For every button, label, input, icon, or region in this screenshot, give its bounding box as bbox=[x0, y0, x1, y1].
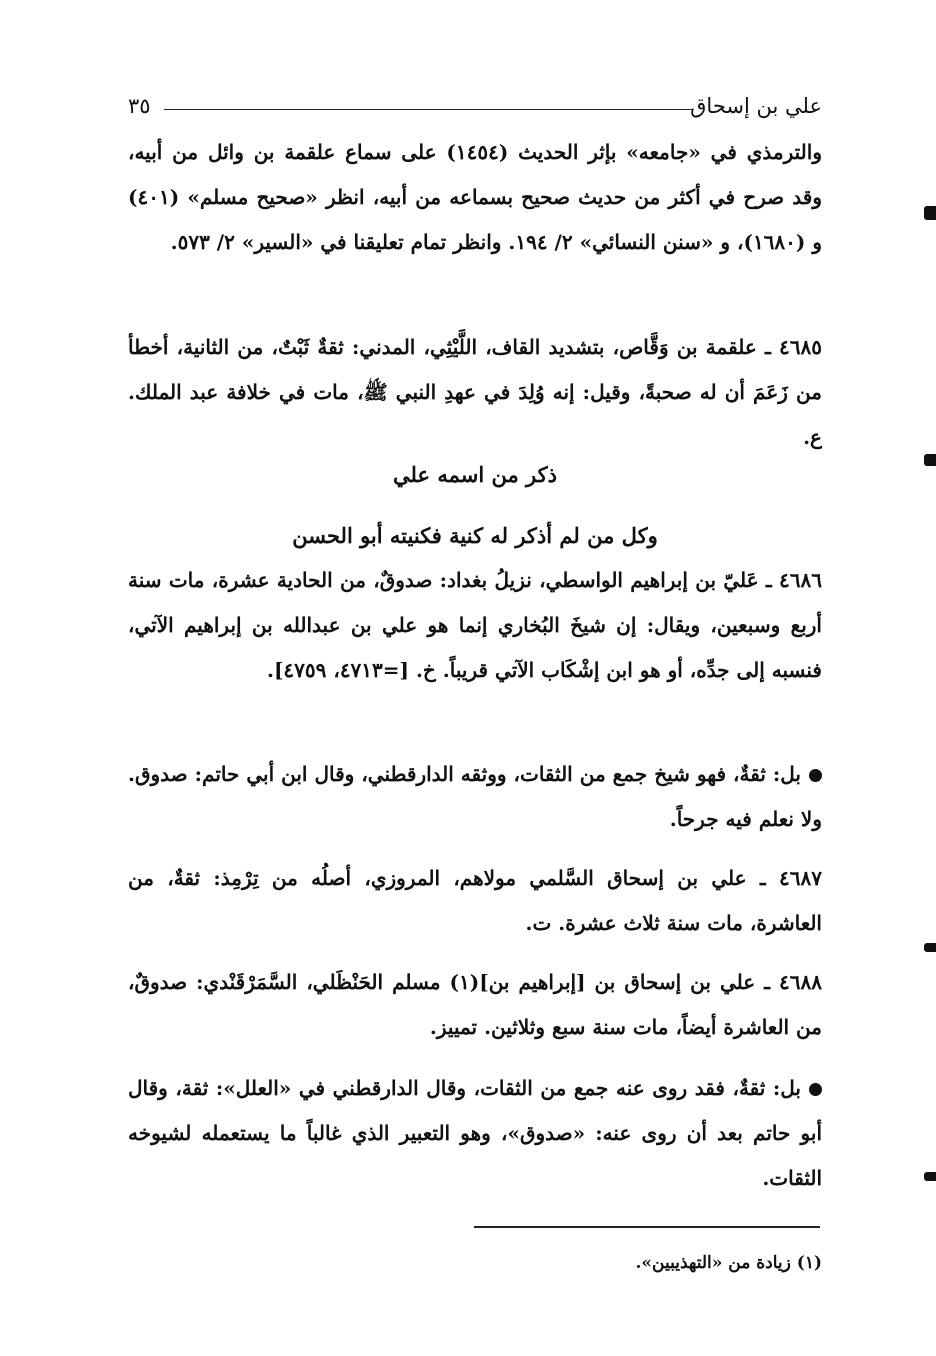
entry-4685: ٤٦٨٥ ـ علقمة بن وَقَّاص، بتشديد القاف، اللَّيْثِي، المدني: ثقةٌ ثَبْتٌ، من الثانية، أخطأ من زَعَمَ أن له صحبةً، وقيل: إنه وُلِدَ في عهدِ النبي ﷺ، مات في خلافة عبد الملك. ع. bbox=[128, 335, 822, 449]
paragraph-intro: والترمذي في «جامعه» بإثر الحديث (١٤٥٤) على سماع علقمة بن وائل من أبيه، وقد صرح في أكثر من حديث صحيح بسماعه من أبيه، انظر «صحيح مسلم» (٤٠١) و (١٦٨٠)، و «سنن النسائي» ٢/ ١٩٤. وانظر تمام تعليقنا في «السير» ٢/ ٥٧٣. bbox=[128, 140, 822, 254]
page-edge-mark bbox=[924, 943, 936, 952]
page-edge-mark bbox=[924, 1172, 936, 1181]
running-head-title: علي بن إسحاق bbox=[690, 94, 822, 118]
bullet-icon bbox=[809, 1083, 822, 1096]
note-4686-text: بل: ثقةٌ، فهو شيخ جمع من الثقات، ووثقه الدارقطني، وقال ابن أبي حاتم: صدوق. ولا نعلم فيه جرحاً. bbox=[128, 762, 822, 831]
note-4688 bbox=[128, 1066, 822, 1201]
page-edge-mark bbox=[924, 454, 936, 466]
entry-4687: ٤٦٨٧ ـ علي بن إسحاق السَّلمي مولاهم، المروزي، أصلُه من تِرْمِذ: ثقةٌ، من العاشرة، مات سنة ثلاث عشرة. ت. bbox=[128, 866, 822, 935]
bullet-icon bbox=[809, 769, 822, 782]
footnote-1: (١) زيادة من «التهذيبين». bbox=[635, 1253, 822, 1273]
entry-4688: ٤٦٨٨ ـ علي بن إسحاق بن [إبراهيم بن](١) مسلم الحَنْظَلي، السَّمَرْقَنْدي: صدوقٌ، من العاشرة أيضاً، مات سنة سبع وثلاثين. تمييز. bbox=[128, 970, 822, 1039]
page-edge-mark bbox=[924, 206, 936, 220]
running-head-rule bbox=[164, 109, 692, 110]
footnote-separator bbox=[474, 1226, 820, 1228]
entry-4686: ٤٦٨٦ ـ عَليّ بن إبراهيم الواسطي، نزيلُ بغداد: صدوقٌ، من الحادية عشرة، مات سنة أربع وسبعين، ويقال: إن شيخَ البُخاري إنما هو علي بن عبدالله بن إبراهيم الآتي، فنسبه إلى جدِّه، أو هو ابن إشْكَاب الآتي قريباً. خ. [=٤٧١٣، ٤٧٥٩]. bbox=[128, 568, 822, 682]
note-4688-text: بل: ثقةٌ، فقد روى عنه جمع من الثقات، وقال الدارقطني في «العلل»: ثقة، وقال أبو حاتم بعد أن روى عنه: «صدوق»، وهو التعبير الذي غالباً ما يستعمله لشيوخه الثقات. bbox=[128, 1076, 822, 1190]
section-subheading: وكل من لم أذكر له كنية فكنيته أبو الحسن bbox=[292, 523, 658, 548]
note-4686 bbox=[128, 752, 822, 842]
section-heading: ذكر من اسمه علي bbox=[393, 462, 557, 487]
running-head bbox=[128, 86, 822, 126]
page-number: ٣٥ bbox=[128, 94, 151, 118]
